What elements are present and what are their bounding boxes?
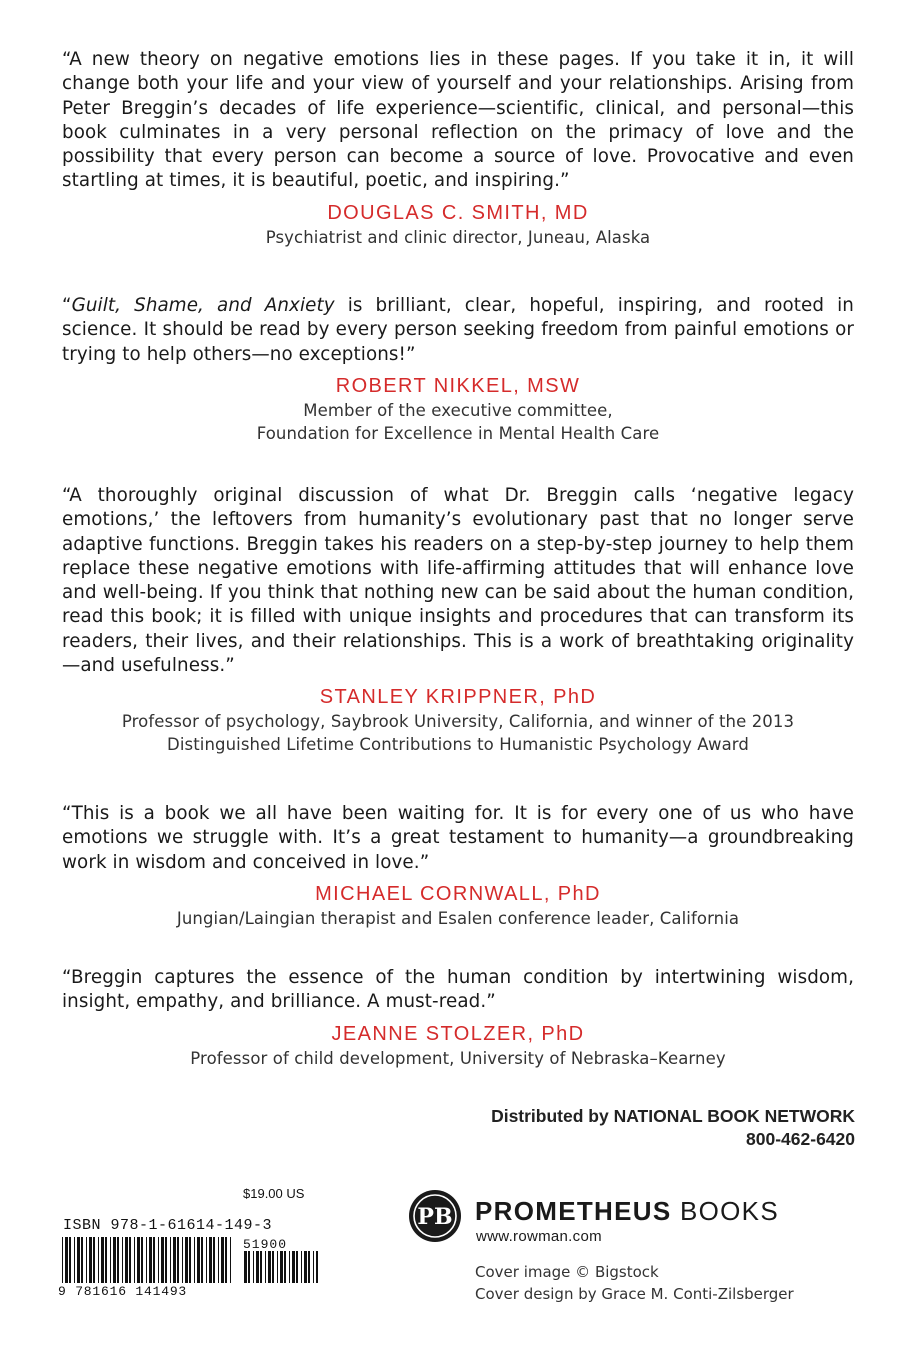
blurb-attribution: [62, 881, 854, 930]
blurb-attribution: [62, 200, 854, 249]
barcode-bar: [189, 1237, 191, 1283]
distributor-info: [491, 1105, 855, 1151]
barcode-bar: [165, 1237, 167, 1283]
barcode-bar: [93, 1237, 95, 1283]
barcode-bar: [137, 1237, 140, 1283]
barcode-bar: [272, 1251, 274, 1283]
blurb-author-role: Jungian/Laingian therapist and Esalen conference leader, California: [176, 908, 740, 928]
barcode-bar: [201, 1237, 203, 1283]
publisher-url: www.rowman.com: [476, 1228, 602, 1245]
barcode-bar: [185, 1237, 188, 1283]
barcode-bar: [206, 1237, 207, 1283]
barcode-bar: [173, 1237, 176, 1283]
barcode-bar: [149, 1237, 152, 1283]
barcode-bar: [280, 1251, 283, 1283]
barcode-bar: [62, 1237, 63, 1283]
logo-letters: PB: [417, 1204, 453, 1230]
barcode-bar: [230, 1237, 231, 1283]
blurb-quote: “Breggin captures the essence of the human condition by intertwining wisdom, insight, empathy, and brilliance. A must-read.”: [62, 967, 854, 1013]
barcode-bar: [221, 1237, 224, 1283]
barcode-bar: [177, 1237, 179, 1283]
credit-line: Cover image © Bigstock: [475, 1263, 659, 1281]
barcode-bar: [316, 1251, 318, 1283]
distributor-line: Distributed by NATIONAL BOOK NETWORK: [491, 1106, 855, 1126]
barcode-bar: [265, 1251, 266, 1283]
barcode-bar: [197, 1237, 200, 1283]
barcode-bar: [117, 1237, 119, 1283]
barcode-bar: [253, 1251, 254, 1283]
credit-line: Cover design by Grace M. Conti-Zilsberger: [475, 1285, 794, 1303]
blurb-author-name: JEANNE STOLZER, PhD: [331, 1022, 585, 1045]
distributor-phone: 800-462-6420: [746, 1129, 855, 1149]
barcode-bar: [284, 1251, 286, 1283]
barcode-bar: [129, 1237, 131, 1283]
barcode-bar: [86, 1237, 87, 1283]
barcode-bar: [296, 1251, 298, 1283]
barcode-bar: [134, 1237, 135, 1283]
barcode-bar: [69, 1237, 71, 1283]
blurb-quote: “A new theory on negative emotions lies in these pages. If you take it in, it will change both your life and your view of yourself and your relationships. Arising from Peter Breggin’s decades of life experience—scientific, clinical, and personal—this book culminates in a very personal reflection on the primacy of love and the possibility that every person can become a source of love. Provocative and even startling at times, it is beautiful, poetic, and inspiring.”: [62, 49, 854, 192]
blurb-quote: [62, 294, 854, 367]
blurb-3: [62, 484, 854, 756]
barcode-bar: [65, 1237, 68, 1283]
blurb-author-name: MICHAEL CORNWALL, PhD: [315, 882, 601, 905]
barcode-bar: [122, 1237, 123, 1283]
barcode-bar: [81, 1237, 83, 1283]
barcode-bar: [182, 1237, 183, 1283]
blurb-author-name: STANLEY KRIPPNER, PhD: [319, 686, 597, 709]
barcode-bar: [125, 1237, 128, 1283]
barcode-bar: [170, 1237, 171, 1283]
barcode-bar: [301, 1251, 302, 1283]
blurb-4: [62, 802, 854, 930]
barcode-bar: [313, 1251, 314, 1283]
barcode-bar: [161, 1237, 164, 1283]
blurb-author-role: Professor of psychology, Saybrook University, California, and winner of the 2013: [121, 712, 795, 732]
blurb-author-role: Psychiatrist and clinic director, Juneau, Alaska: [265, 227, 651, 247]
book-title: Guilt, Shame, and Anxiety: [71, 295, 335, 316]
barcode-bar: [194, 1237, 195, 1283]
barcode-bar: [304, 1251, 307, 1283]
barcode-bar: [292, 1251, 295, 1283]
blurb-attribution: [62, 684, 854, 756]
barcode-bar: [289, 1251, 290, 1283]
blurb-author-role: Distinguished Lifetime Contributions to Humanistic Psychology Award: [167, 735, 749, 755]
quote-text: is brilliant, clear, hopeful, inspiring, and rooted in science. It should be read by every person seeking freedom from painful emotions or trying to help others—no exceptions!”: [62, 295, 854, 365]
barcode-bar: [244, 1251, 247, 1283]
blurb-author-name: ROBERT NIKKEL, MSW: [335, 374, 581, 397]
quote-open-mark: “: [62, 295, 72, 316]
barcode-bar: [74, 1237, 75, 1283]
barcode-bar: [256, 1251, 259, 1283]
barcode-bar: [153, 1237, 155, 1283]
barcode-addon-digits: 51900: [243, 1237, 288, 1252]
publisher-name-light: BOOKS: [671, 1196, 779, 1226]
barcode-bar: [213, 1237, 215, 1283]
cover-credits: [475, 1261, 794, 1305]
blurb-2: [62, 294, 854, 445]
barcode-bar: [105, 1237, 107, 1283]
blurb-author-role: Member of the executive committee,: [303, 400, 613, 420]
barcode-bar: [268, 1251, 271, 1283]
barcode-bar: [141, 1237, 143, 1283]
barcode-digits: 9 781616 141493: [58, 1284, 188, 1299]
blurb-attribution: [62, 373, 854, 445]
publisher-name-bold: PROMETHEUS: [475, 1196, 672, 1226]
barcode-bar: [209, 1237, 212, 1283]
barcode-bar: [248, 1251, 250, 1283]
isbn-label: ISBN 978-1-61614-149-3: [63, 1217, 273, 1234]
barcode-bar: [110, 1237, 111, 1283]
prometheus-logo-icon: [408, 1189, 462, 1243]
barcode-bar: [158, 1237, 159, 1283]
blurb-quote: “This is a book we all have been waiting for. It is for every one of us who have emotions we struggle with. It’s a great testament to humanity—a groundbreaking work in wisdom and conceived in love.”: [62, 803, 854, 873]
barcode-bar: [98, 1237, 99, 1283]
blurb-attribution: [62, 1021, 854, 1070]
barcode-bar: [101, 1237, 104, 1283]
blurb-author-role: Professor of child development, University of Nebraska–Kearney: [190, 1048, 726, 1068]
blurb-author-role: Foundation for Excellence in Mental Health Care: [256, 423, 660, 443]
barcode-bar: [113, 1237, 116, 1283]
barcode-bar: [77, 1237, 80, 1283]
barcode-bar: [146, 1237, 147, 1283]
barcode-bar: [308, 1251, 310, 1283]
blurb-author-name: DOUGLAS C. SMITH, MD: [327, 201, 589, 224]
publisher-name: [475, 1196, 779, 1227]
barcode-bar: [218, 1237, 219, 1283]
barcode-bar: [89, 1237, 92, 1283]
barcode-bar: [277, 1251, 278, 1283]
blurb-1: [62, 48, 854, 249]
blurb-5: [62, 966, 854, 1070]
blurb-quote: “A thoroughly original discussion of what Dr. Breggin calls ‘negative legacy emotions,’ the leftovers from humanity’s evolutionary past that no longer serve adaptive functions. Breggin takes his readers on a step-by-step journey to help them replace these negative emotions with life-affirming attitudes that will enhance love and well-being. If you think that nothing new can be said about the human condition, read this book; it is filled with unique insights and procedures that can transform its readers, their lives, and their relationships. This is a work of breathtaking originality—and usefulness.”: [62, 485, 854, 677]
barcode-bar: [225, 1237, 227, 1283]
barcode-bar: [260, 1251, 262, 1283]
price-label: $19.00 US: [243, 1186, 305, 1201]
